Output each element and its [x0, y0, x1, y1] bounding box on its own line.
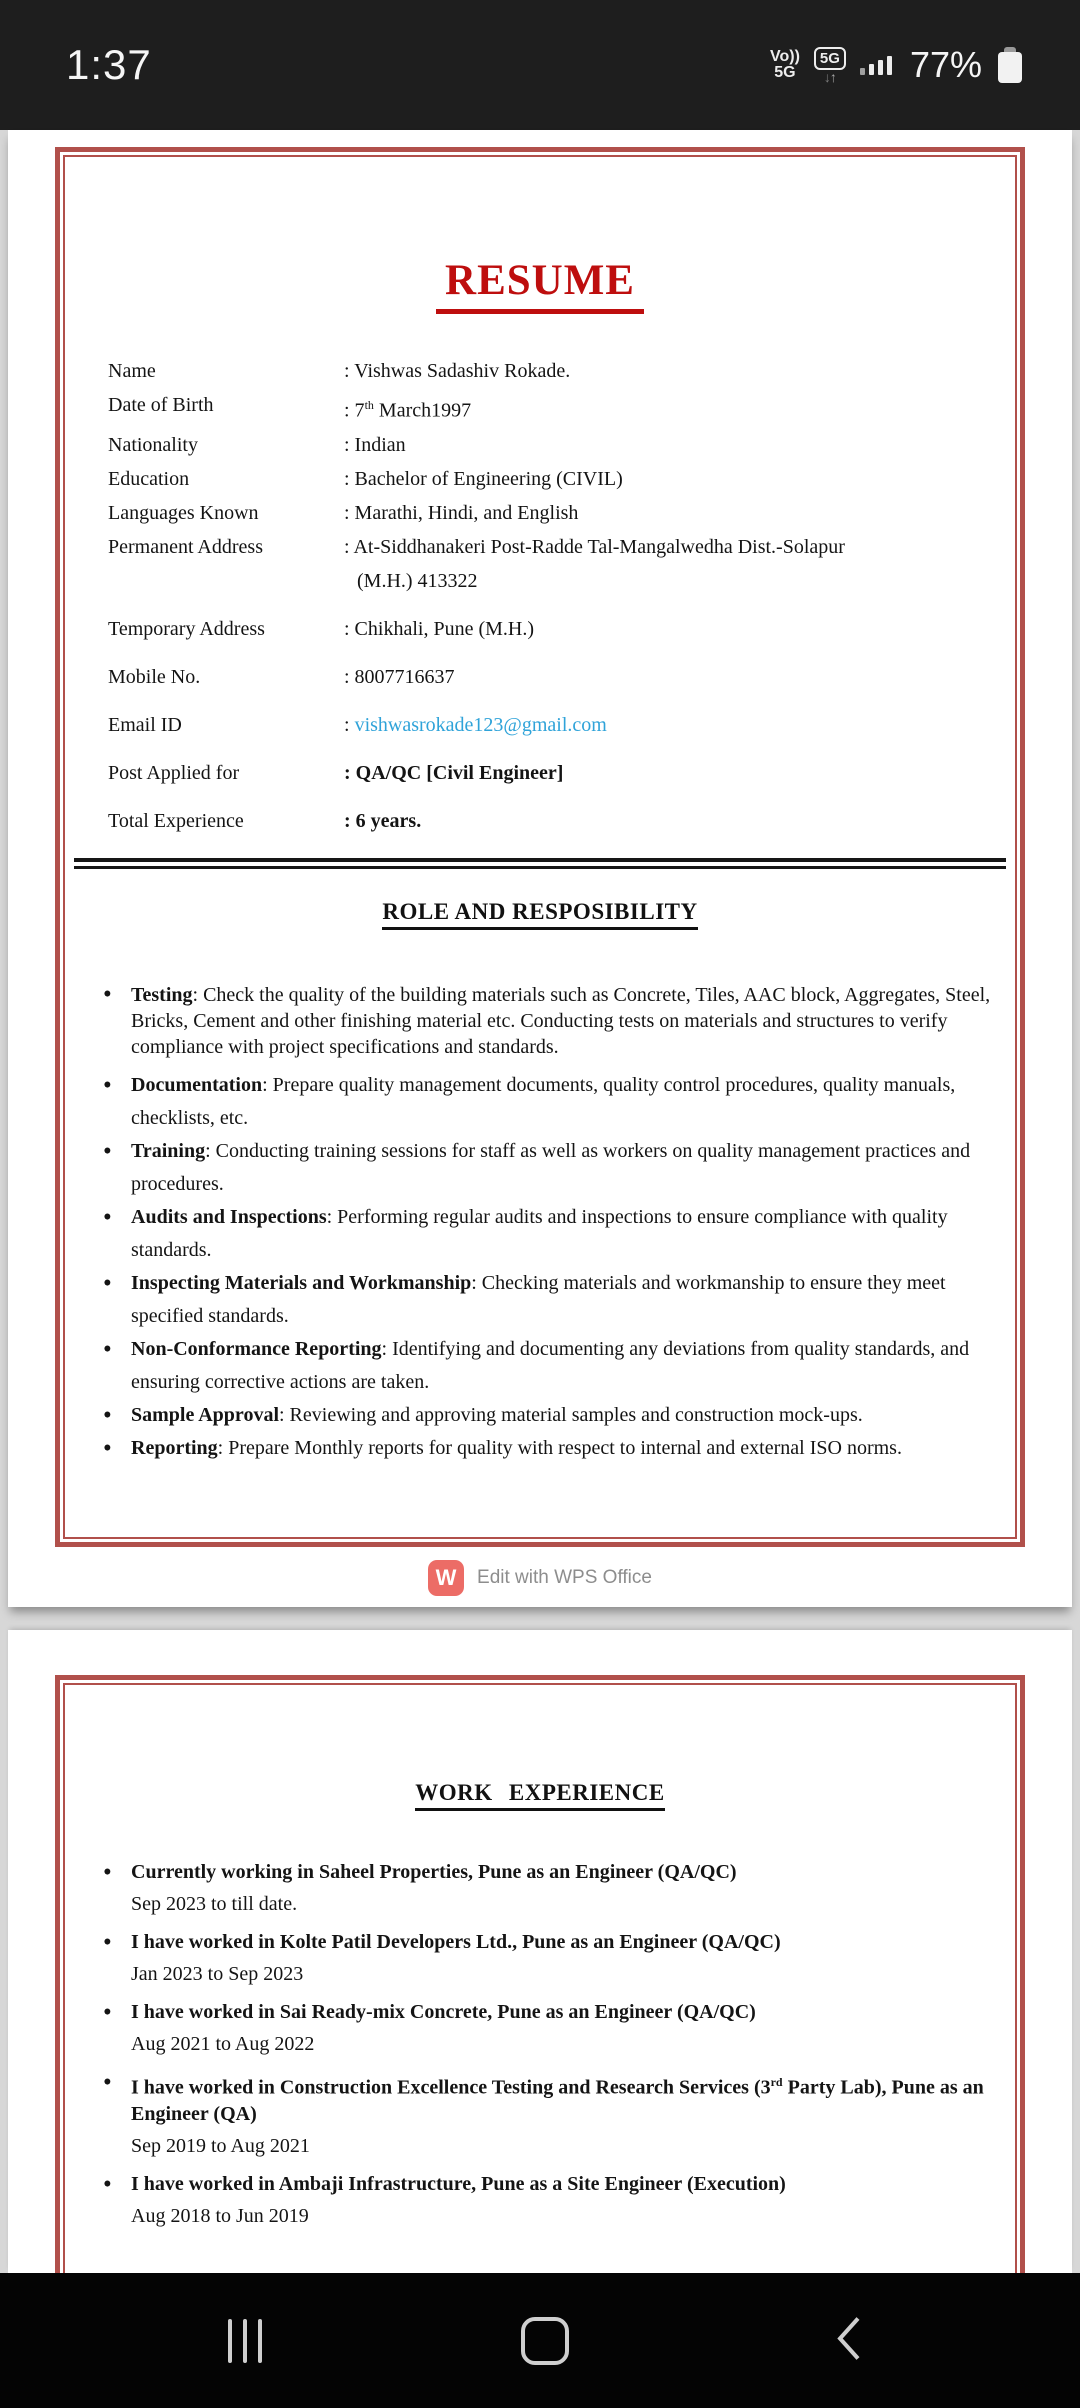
5g-badge-label: 5G [814, 47, 846, 70]
detail-row-permanent-address: Permanent Address : At-Siddhanakeri Post-Radde Tal-Mangalwedha Dist.-Solapur (M.H.) 413322 [108, 535, 845, 592]
document-page-1 [8, 130, 1072, 1607]
detail-row-nationality: Nationality : Indian [108, 433, 406, 456]
recents-icon [228, 2319, 262, 2363]
work-item-date: Sep 2023 to till date. [131, 1893, 298, 1915]
detail-row-mobile: Mobile No. : 8007716637 [108, 665, 455, 688]
work-item [98, 1999, 1010, 2057]
wps-office-icon: W [428, 1560, 464, 1596]
volte-label-top: Vo)) [770, 48, 800, 65]
back-button[interactable] [834, 2315, 862, 2366]
detail-row-email: Email ID : vishwasrokade123@gmail.com [108, 713, 607, 736]
resume-title: RESUME [60, 152, 1020, 314]
work-item-title: • I have worked in Sai Ready-mix Concrete, Pune as an Engineer (QA/QC) [131, 2001, 756, 2023]
role-item-audits: • Audits and Inspections: Performing regular audits and inspections to ensure compliance with quality standards. [98, 1201, 1004, 1267]
work-item-title: • Currently working in Saheel Properties, Pune as an Engineer (QA/QC) [131, 1861, 737, 1883]
role-item-training: • Training: Conducting training sessions for staff as well as workers on quality management practices and procedures. [98, 1135, 1004, 1201]
work-experience-list [60, 1859, 1020, 2229]
detail-row-education: Education : Bachelor of Engineering (CIVIL) [108, 467, 623, 490]
work-item [98, 1929, 1010, 1987]
volte-label-bottom: 5G [774, 64, 796, 81]
work-item-date: Aug 2021 to Aug 2022 [131, 2033, 315, 2055]
battery-percentage: 77% [909, 44, 982, 85]
detail-row-languages: Languages Known : Marathi, Hindi, and English [108, 501, 579, 524]
recents-button[interactable] [228, 2319, 262, 2363]
work-item [98, 1859, 1010, 1917]
status-time: 1:37 [66, 41, 152, 88]
work-item [98, 2171, 1010, 2229]
data-transfer-arrows-icon: ↓↑ [823, 68, 836, 85]
status-bar [0, 0, 1080, 130]
wps-banner-label: Edit with WPS Office [477, 1567, 652, 1588]
role-item-reporting: • Reporting: Prepare Monthly reports for quality with respect to internal and external ISO norms. [98, 1432, 1004, 1465]
work-item-title: • I have worked in Ambaji Infrastructure, Pune as a Site Engineer (Execution) [131, 2172, 786, 2195]
section-title-role: ROLE AND RESPOSIBILITY [60, 869, 1020, 930]
personal-details-table [60, 354, 1020, 838]
work-item-date: Jan 2023 to Sep 2023 [131, 1963, 304, 1985]
role-item-documentation: • Documentation: Prepare quality management documents, quality control procedures, quality manuals, checklists, etc. [98, 1069, 1004, 1135]
detail-row-name: Name : Vishwas Sadashiv Rokade. [108, 360, 571, 382]
document-scroll-area[interactable] [0, 130, 1080, 2273]
detail-row-dob: Date of Birth : 7th March1997 [108, 394, 472, 422]
work-item-date: Sep 2019 to Aug 2021 [131, 2134, 310, 2157]
page-decorative-border [55, 1675, 1025, 2273]
detail-row-post-applied: Post Applied for : QA/QC [Civil Engineer] [108, 761, 564, 784]
work-item-title: • I have worked in Construction Excellence Testing and Research Services (3rd Party Lab), Pune as an Engineer (QA) [131, 2075, 984, 2125]
role-item-inspecting: • Inspecting Materials and Workmanship: Checking materials and workmanship to ensure they meet specified standards. [98, 1267, 1004, 1333]
battery-icon [998, 47, 1022, 83]
email-link[interactable]: vishwasrokade123@gmail.com [354, 713, 607, 736]
home-button[interactable] [521, 2317, 569, 2365]
section-title-work: WORK EXPERIENCE [60, 1680, 1020, 1811]
volte-5g-icon [770, 49, 800, 81]
work-item-title: • I have worked in Kolte Patil Developers Ltd., Pune as an Engineer (QA/QC) [131, 1931, 781, 1953]
role-item-testing: • Testing: Check the quality of the building materials such as Concrete, Tiles, AAC block, Aggregates, Steel, Bricks, Cement and other finishing material etc. Conducting tests on materials and structures to verify compliance with project specifications and standards. [98, 982, 1004, 1060]
detail-row-temporary-address: Temporary Address : Chikhali, Pune (M.H.) [108, 617, 534, 640]
work-item [98, 2069, 1010, 2159]
signal-strength-icon [860, 55, 892, 75]
role-item-sample-approval: • Sample Approval: Reviewing and approving material samples and construction mock-ups. [98, 1399, 1004, 1432]
status-icon-cluster [770, 44, 1022, 86]
role-item-non-conformance: • Non-Conformance Reporting: Identifying and documenting any deviations from quality standards, and ensuring corrective actions are taken. [98, 1333, 1004, 1399]
page-decorative-border [55, 147, 1025, 1547]
section-divider-rule [74, 858, 1006, 869]
home-icon [521, 2317, 569, 2365]
work-item-date: Aug 2018 to Jun 2019 [131, 2204, 309, 2227]
document-page-2 [8, 1630, 1072, 2273]
detail-row-total-experience: Total Experience : 6 years. [108, 809, 422, 832]
back-icon [834, 2315, 862, 2361]
navigation-bar [0, 2273, 1080, 2408]
edit-with-wps-button[interactable] [8, 1558, 1072, 1598]
5g-network-badge-icon [814, 47, 846, 84]
role-list [60, 982, 1020, 1465]
